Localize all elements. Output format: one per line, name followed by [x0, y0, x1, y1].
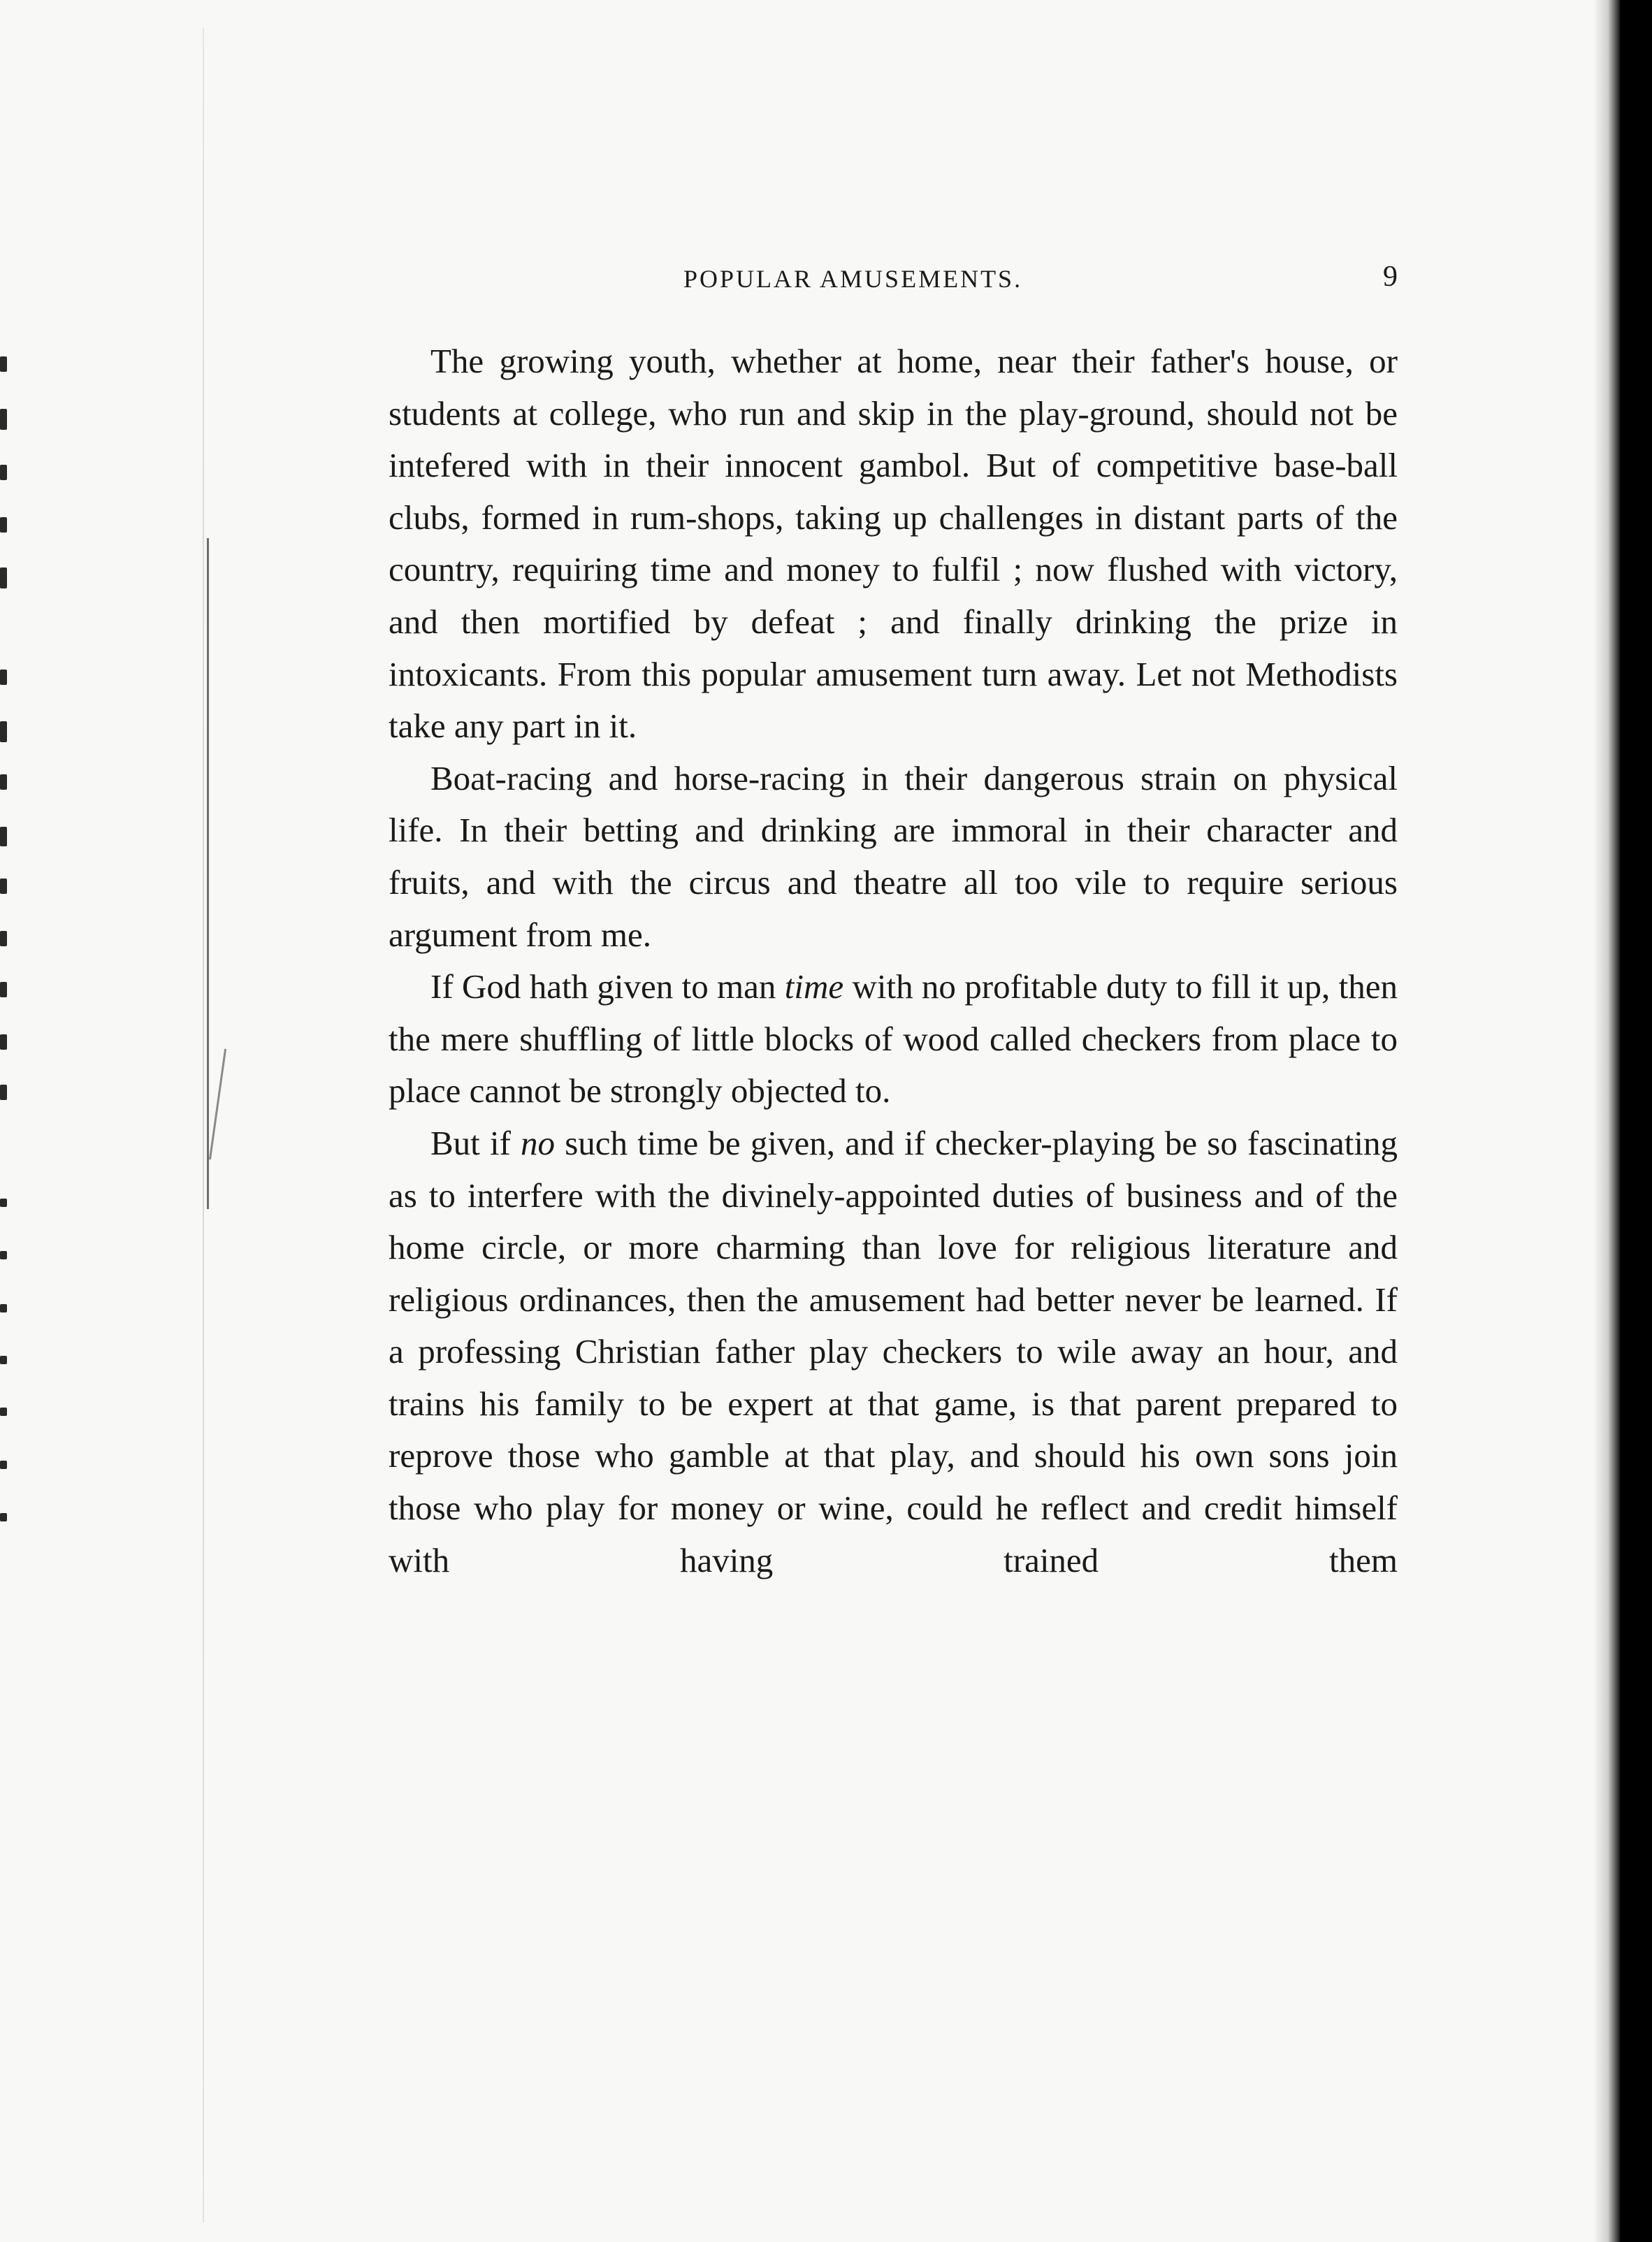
paragraph [389, 961, 1398, 1118]
paragraph-text: But if [430, 1123, 521, 1162]
show-through-mark [0, 1304, 7, 1312]
binding-gutter-line [203, 28, 204, 2222]
show-through-mark [0, 409, 7, 430]
show-through-mark [0, 1034, 7, 1050]
paragraph: Boat-racing and horse-racing in their dangerous strain on physical life. In their betting and drinking are immoral in their character and fruits, and with the circus and theatre all too vile to require serious argument from me. [389, 758, 1398, 954]
page-edge-shadow [1593, 0, 1620, 2242]
running-head [389, 260, 1398, 302]
running-title: POPULAR AMUSEMENTS. [683, 265, 1023, 293]
show-through-mark [0, 567, 7, 588]
italic-word: no [521, 1123, 556, 1162]
show-through-mark [0, 1513, 7, 1521]
italic-word: time [784, 967, 844, 1006]
show-through-mark [0, 721, 7, 742]
show-through-mark [0, 465, 7, 480]
show-through-mark [0, 1085, 7, 1100]
show-through-mark [0, 1251, 7, 1259]
show-through-mark [0, 827, 7, 846]
show-through-mark [0, 878, 7, 894]
show-through-mark [0, 517, 7, 533]
paragraph [389, 1118, 1398, 1586]
show-through-mark [0, 1408, 7, 1416]
show-through-mark [0, 670, 7, 685]
show-through-mark [0, 1461, 7, 1469]
show-through-mark [0, 1356, 7, 1364]
page-number: 9 [1383, 261, 1398, 293]
show-through-mark [0, 774, 7, 790]
paragraph: The growing youth, whether at home, near their father's house, or students at college, who run and skip in the play-ground, should not be intefered with in their innocent gambol. But of competitive base-ball clubs, formed in rum-shops, taking up challenges in distant parts of the country, requiring time and money to fulfil ; now flushed with victory, and then mortified by defeat ; and finally drinking the prize in intoxicants. From this popular amusement turn away. Let not Methodists take any part in it. [389, 342, 1398, 746]
paragraph-text: If God hath given to man [430, 967, 785, 1006]
show-through-mark [0, 931, 7, 946]
show-through-mark [0, 1199, 7, 1207]
margin-pencil-mark [207, 538, 209, 1209]
paragraph-text: such time be given, and if checker-playing be so fascinating as to interfere with the divinely-appointed duties of business and of the home circle, or more charming than love for religious literature and religious ordinances, then the amusement had better never be learned. If a professing Christian father play checkers to wile away an hour, and trains his family to be expert at that game, is that parent prepared to reprove those who gamble at that play, and should his own sons join those who play for money or wine, could he reflect and credit himself with having trained them [389, 1123, 1398, 1579]
paragraph-text: with no profitable duty to fill it up, then the mere shuffling of little blocks of wood called checkers from place to place cannot be strongly objected to. [389, 967, 1398, 1111]
body-text [389, 335, 1398, 1586]
show-through-mark [0, 356, 7, 372]
show-through-mark [0, 982, 7, 997]
margin-pencil-mark [209, 1049, 226, 1160]
